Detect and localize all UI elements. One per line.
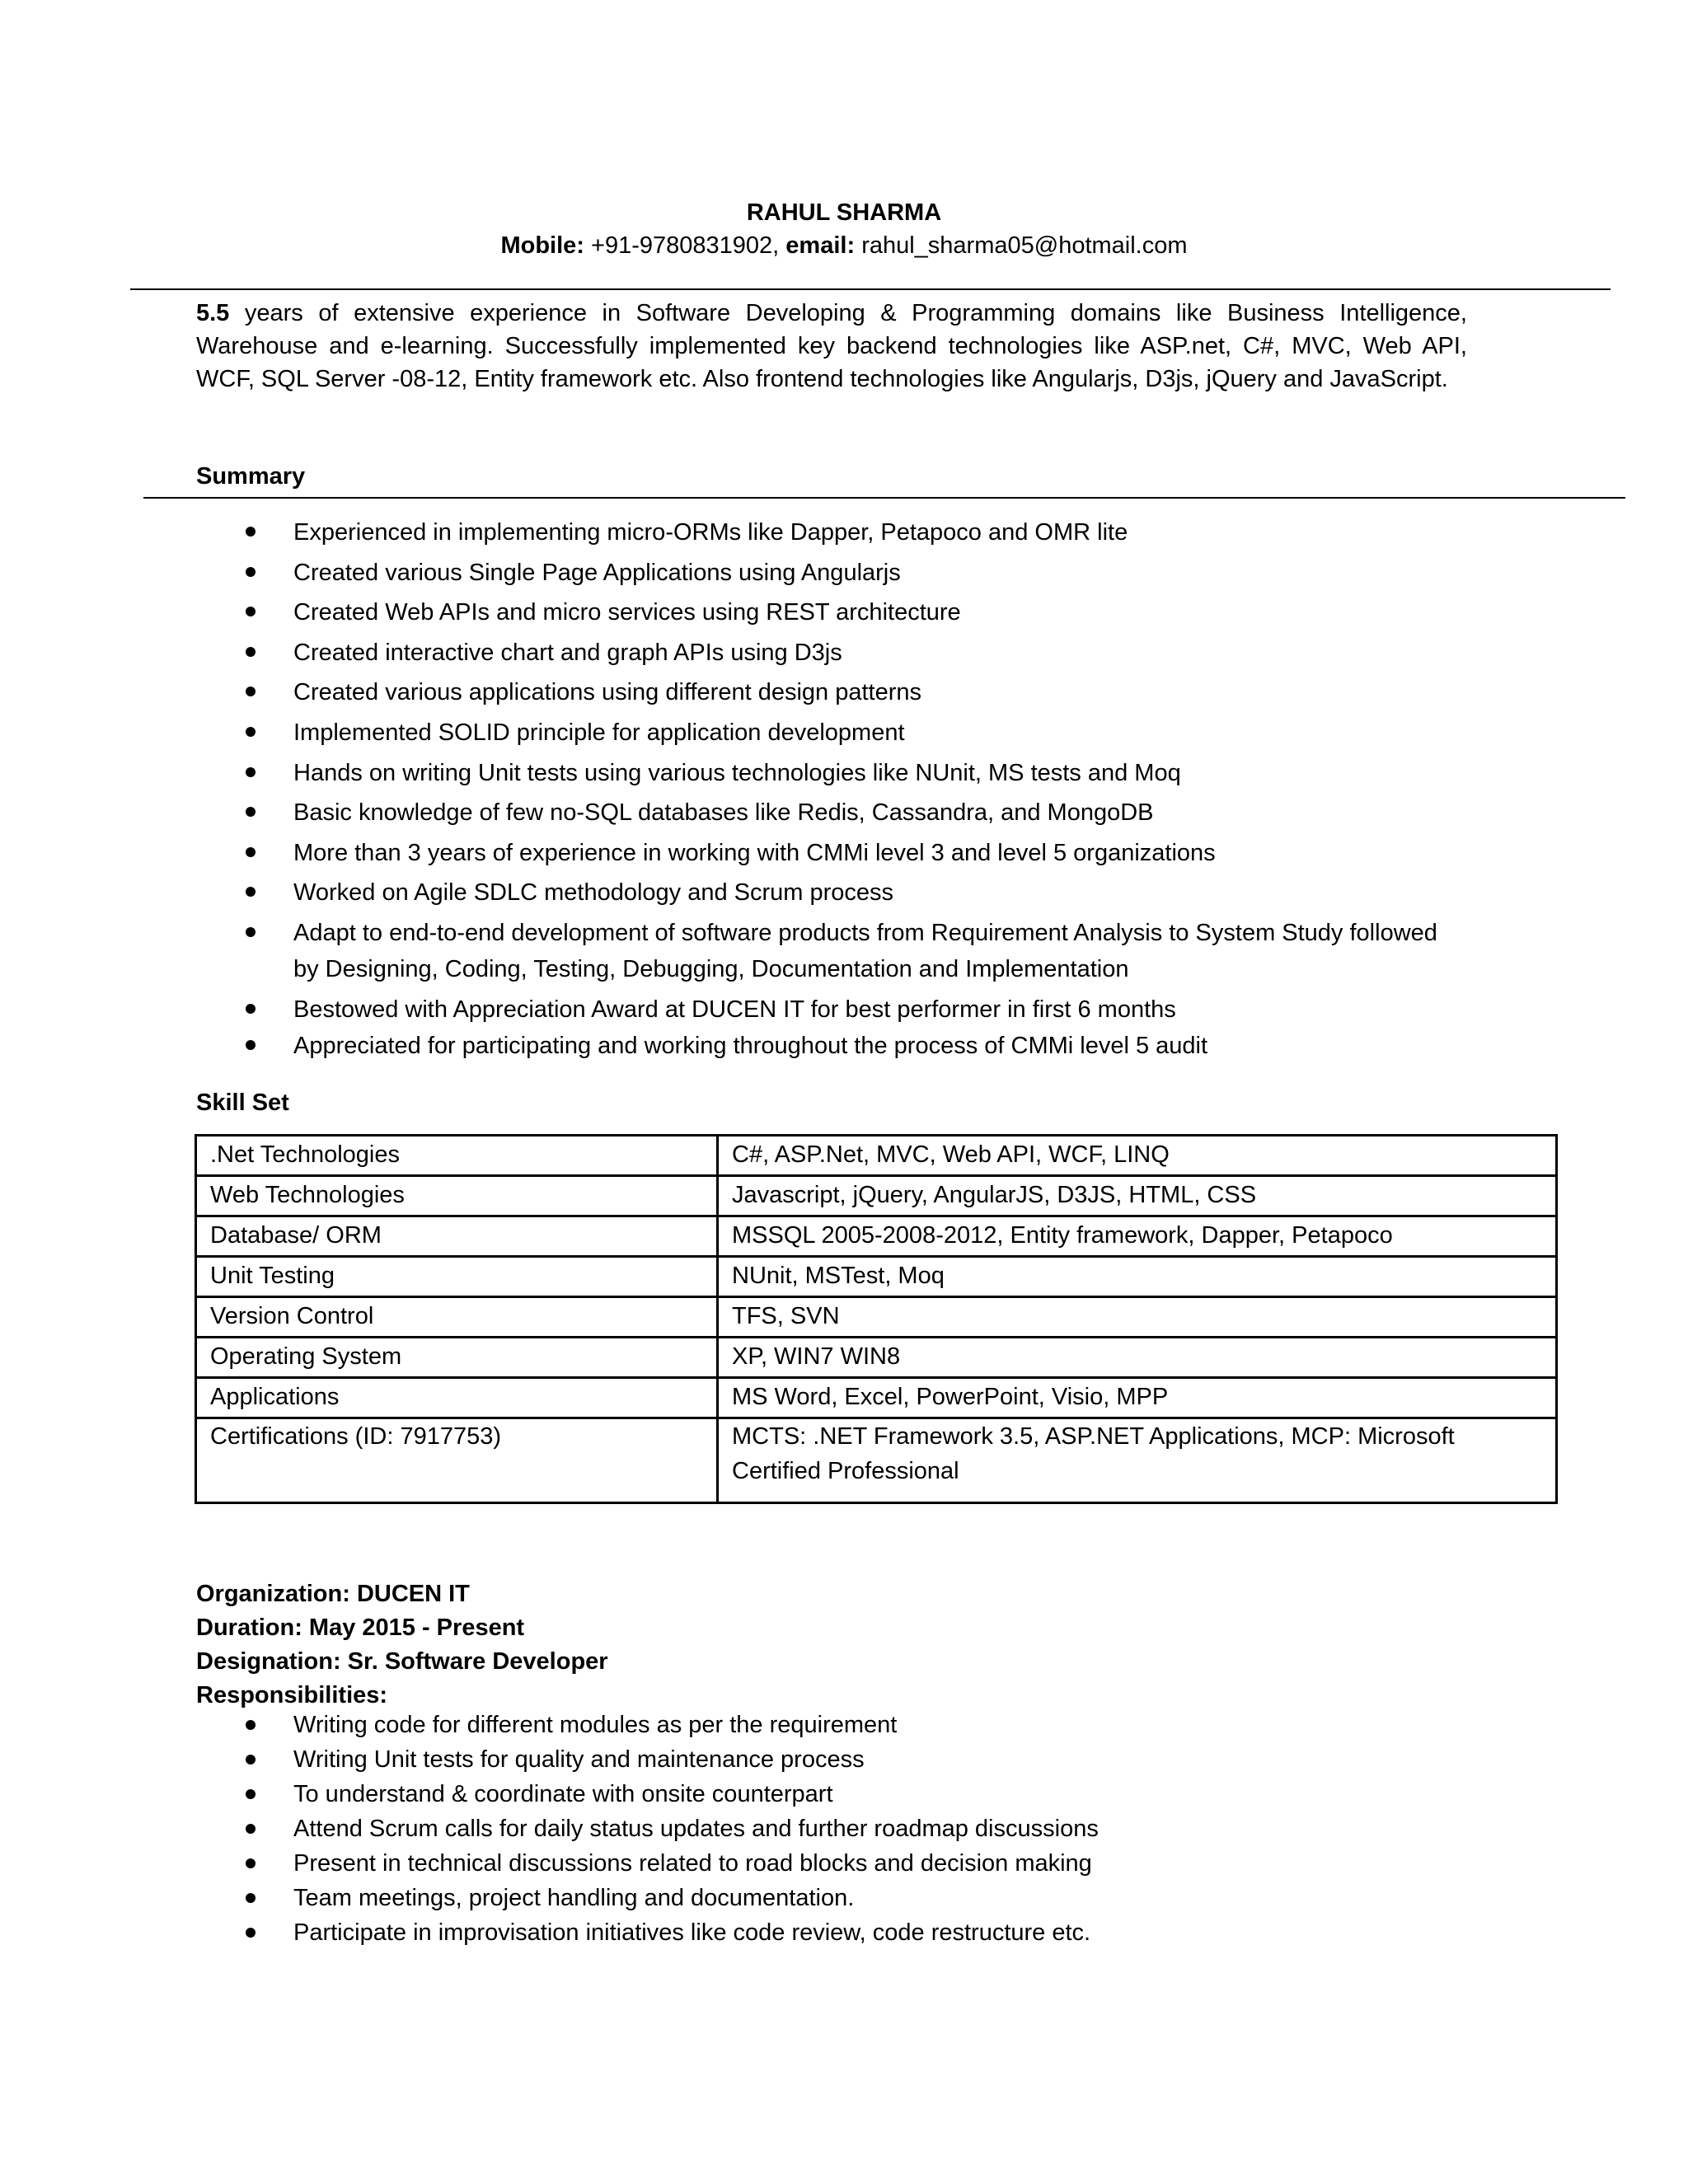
- summary-item: Appreciated for participating and working throughout the process of CMMi level 5 audit: [196, 1028, 1515, 1064]
- responsibility-item: Attend Scrum calls for daily status updates and further roadmap discussions: [196, 1811, 1515, 1846]
- responsibility-item: Present in technical discussions related to road blocks and decision making: [196, 1846, 1515, 1881]
- summary-item: Basic knowledge of few no-SQL databases like Redis, Cassandra, and MongoDB: [196, 794, 1515, 831]
- skill-category: .Net Technologies: [196, 1136, 718, 1176]
- skill-value: Javascript, jQuery, AngularJS, D3JS, HTML, CSS: [718, 1176, 1557, 1216]
- skill-value: TFS, SVN: [718, 1297, 1557, 1338]
- summary-item: Created interactive chart and graph APIs using D3js: [196, 635, 1515, 671]
- summary-item: Created various applications using different design patterns: [196, 674, 1515, 710]
- summary-item: Adapt to end-to-end development of software products from Requirement Analysis to System Study followed by Designing, Coding, Testing, Debugging, Documentation and Implementation: [196, 915, 1464, 987]
- responsibility-item: Participate in improvisation initiatives like code review, code restructure etc.: [196, 1915, 1515, 1950]
- email-address: rahul_sharma05@hotmail.com: [861, 232, 1188, 259]
- summary-item: Created various Single Page Applications using Angularjs: [196, 555, 1515, 591]
- summary-item: More than 3 years of experience in working with CMMi level 3 and level 5 organizations: [196, 835, 1515, 871]
- responsibility-item: Writing code for different modules as per the requirement: [196, 1708, 1515, 1742]
- skill-category: Certifications (ID: 7917753): [196, 1418, 718, 1503]
- bullet-icon: [246, 1004, 256, 1014]
- skill-value: NUnit, MSTest, Moq: [718, 1257, 1557, 1297]
- skills-heading: Skill Set: [196, 1090, 289, 1116]
- bullet-icon: [246, 1720, 256, 1730]
- summary-heading: Summary: [196, 463, 306, 490]
- summary-item: Hands on writing Unit tests using various technologies like NUnit, MS tests and Moq: [196, 755, 1515, 791]
- bullet-icon: [246, 847, 256, 857]
- skill-category: Database/ ORM: [196, 1216, 718, 1257]
- summary-list: [196, 514, 1515, 1064]
- bullet-icon: [246, 647, 256, 657]
- skill-category: Web Technologies: [196, 1176, 718, 1216]
- intro-paragraph: [196, 297, 1467, 396]
- skill-value: MSSQL 2005-2008-2012, Entity framework, Dapper, Petapoco: [718, 1216, 1557, 1257]
- bullet-icon: [246, 1824, 256, 1834]
- bullet-icon: [246, 687, 256, 696]
- experience-block: [196, 1577, 608, 1713]
- candidate-name: RAHUL SHARMA: [746, 199, 942, 226]
- table-row: [196, 1136, 1557, 1176]
- skill-value: MS Word, Excel, PowerPoint, Visio, MPP: [718, 1378, 1557, 1418]
- bullet-icon: [246, 1040, 256, 1050]
- skill-value: C#, ASP.Net, MVC, Web API, WCF, LINQ: [718, 1136, 1557, 1176]
- intro-years: 5.5: [196, 300, 230, 326]
- summary-item: Created Web APIs and micro services using REST architecture: [196, 594, 1515, 630]
- skill-category: Version Control: [196, 1297, 718, 1338]
- skill-value: XP, WIN7 WIN8: [718, 1338, 1557, 1378]
- bullet-icon: [246, 927, 256, 937]
- table-row: [196, 1338, 1557, 1378]
- bullet-icon: [246, 607, 256, 616]
- skill-category: Applications: [196, 1378, 718, 1418]
- bullet-icon: [246, 1893, 256, 1903]
- skill-category: Operating System: [196, 1338, 718, 1378]
- table-row: [196, 1418, 1557, 1503]
- bullet-icon: [246, 1928, 256, 1938]
- summary-item: Worked on Agile SDLC methodology and Scrum process: [196, 874, 1515, 911]
- designation: Designation: Sr. Software Developer: [196, 1648, 608, 1675]
- summary-item: Experienced in implementing micro-ORMs like Dapper, Petapoco and OMR lite: [196, 514, 1515, 551]
- summary-divider: [143, 497, 1625, 499]
- responsibility-item: To understand & coordinate with onsite counterpart: [196, 1777, 1515, 1811]
- contact-line: [0, 232, 1688, 260]
- organization: Organization: DUCEN IT: [196, 1581, 470, 1607]
- table-row: [196, 1176, 1557, 1216]
- skills-table: [195, 1134, 1558, 1504]
- responsibility-item: Team meetings, project handling and documentation.: [196, 1881, 1515, 1915]
- summary-item: Implemented SOLID principle for application development: [196, 715, 1515, 751]
- bullet-icon: [246, 1789, 256, 1799]
- mobile-label: Mobile:: [500, 232, 584, 259]
- summary-item: Bestowed with Appreciation Award at DUCEN IT for best performer in first 6 months: [196, 991, 1515, 1028]
- table-row: [196, 1297, 1557, 1338]
- email-label: email:: [785, 232, 856, 259]
- bullet-icon: [246, 1858, 256, 1868]
- intro-text: years of extensive experience in Software Developing & Programming domains like Business Intelligence, Warehouse and e-learning. Successfully implemented key backend technologies like ASP.net, C#, MVC, Web API, WCF, SQL Server -08-12, Entity framework etc. Also frontend technologies like Angularjs, D3js, jQuery and JavaScript.: [196, 300, 1467, 392]
- header-divider: [130, 288, 1611, 290]
- responsibilities-list: [196, 1708, 1515, 1950]
- responsibilities-label: Responsibilities:: [196, 1682, 388, 1708]
- mobile-number: +91-9780831902,: [591, 232, 780, 259]
- table-row: [196, 1378, 1557, 1418]
- bullet-icon: [246, 807, 256, 817]
- table-row: [196, 1216, 1557, 1257]
- skill-category: Unit Testing: [196, 1257, 718, 1297]
- bullet-icon: [246, 567, 256, 577]
- bullet-icon: [246, 527, 256, 537]
- bullet-icon: [246, 887, 256, 897]
- bullet-icon: [246, 1755, 256, 1765]
- responsibility-item: Writing Unit tests for quality and maintenance process: [196, 1742, 1515, 1777]
- bullet-icon: [246, 767, 256, 777]
- table-row: [196, 1257, 1557, 1297]
- duration: Duration: May 2015 - Present: [196, 1615, 525, 1641]
- bullet-icon: [246, 727, 256, 737]
- skill-value: MCTS: .NET Framework 3.5, ASP.NET Applications, MCP: Microsoft Certified Professional: [718, 1418, 1557, 1503]
